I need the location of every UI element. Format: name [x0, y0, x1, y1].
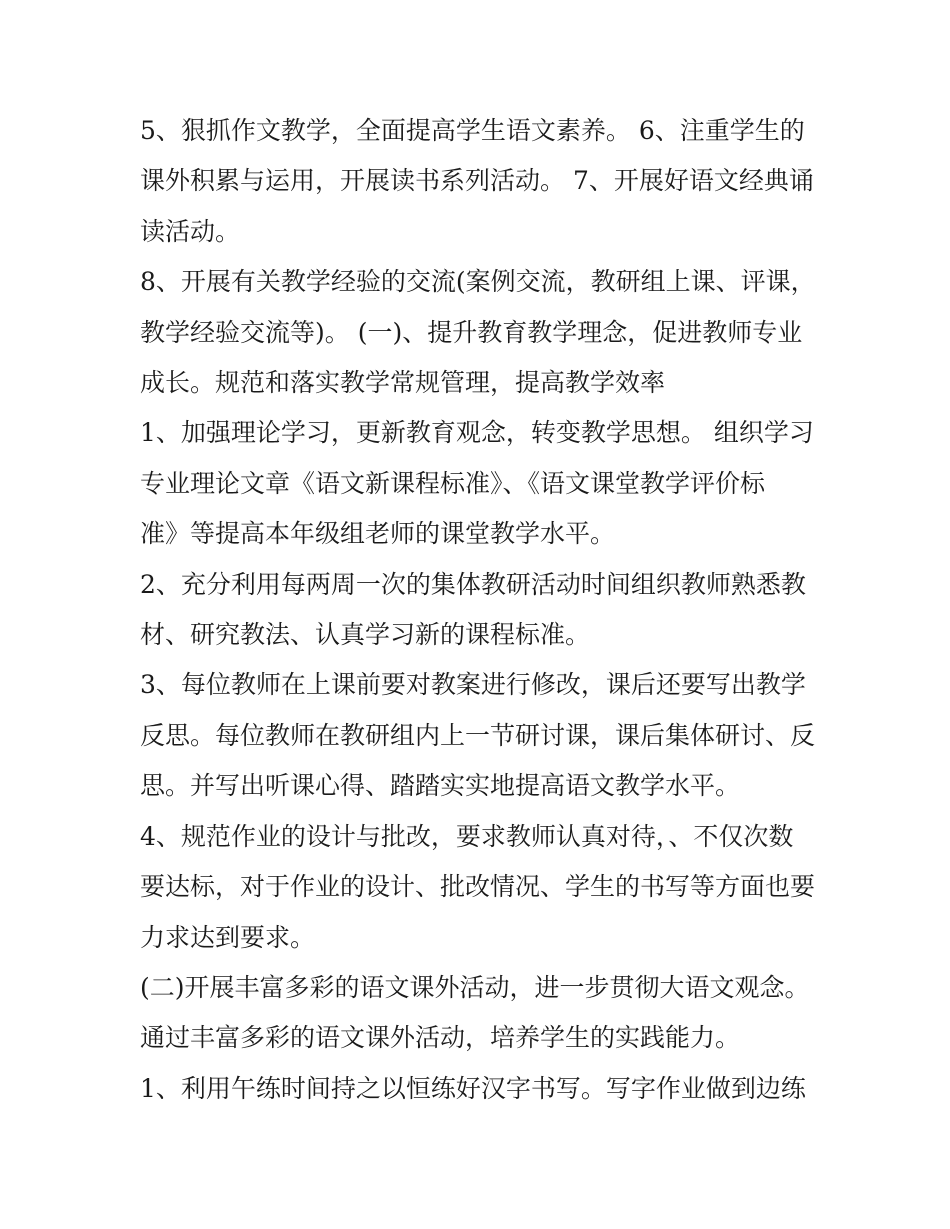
paragraph-item-1-theory: 1、加强理论学习，更新教育观念，转变教学思想。 组织学习 专业理论文章《语文新课程标准》、《语文课堂教学评价标 准》等提高本年级组老师的课堂教学水平。	[140, 418, 814, 549]
paragraph-item-3-lesson-plan: 3、每位教师在上课前要对教案进行修改，课后还要写出教学 反思。每位教师在教研组内上一节研讨课，课后集体研讨、反 思。并写出听课心得、踏踏实实地提高语文教学水平。	[140, 670, 816, 801]
paragraph-section-2-activities: (二)开展丰富多彩的语文课外活动，进一步贯彻大语文观念。 通过丰富多彩的语文课外活动，培养学生的实践能力。	[140, 972, 810, 1053]
paragraph-item-5-6-7: 5、狠抓作文教学，全面提高学生语文素养。 6、注重学生的 课外积累与运用，开展读书系列活动。 7、开展好语文经典诵 读活动。	[140, 116, 814, 246]
paragraph-item-1-writing: 1、利用午练时间持之以恒练好汉字书写。写字作业做到边练	[140, 1073, 806, 1103]
document-body	[140, 106, 820, 1114]
paragraph-item-8: 8、开展有关教学经验的交流(案例交流，教研组上课、评课， 教学经验交流等)。 (一)、提升教育教学理念，促进教师专业 成长。规范和落实教学常规管理，提高教学效率	[140, 267, 816, 398]
paragraph-item-2-research: 2、充分利用每两周一次的集体教研活动时间组织教师熟悉教 材、研究教法、认真学习新的课程标准。	[140, 569, 806, 650]
paragraph-item-4-homework: 4、规范作业的设计与批改，要求教师认真对待，、不仅次数 要达标，对于作业的设计、批改情况、学生的书写等方面也要 力求达到要求。	[140, 821, 816, 952]
